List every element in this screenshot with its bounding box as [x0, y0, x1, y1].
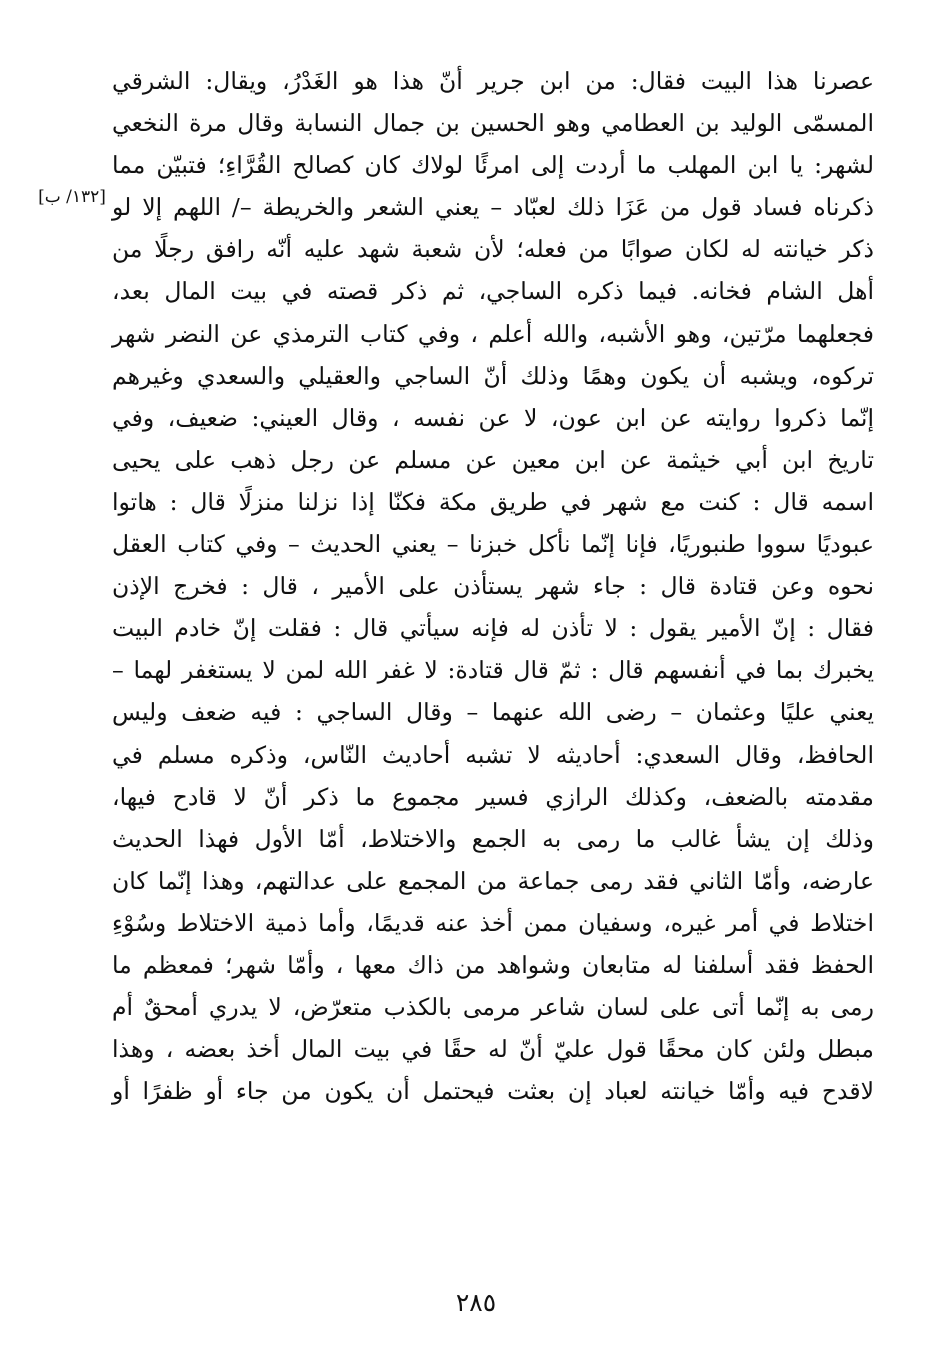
text-line: فقال : إنّ الأمير يقول : لا تأذن له فإنه سيأتي قال : فقلت إنّ خادم البيت — [112, 614, 874, 643]
text-line: يخبرك بما في أنفسهم قال : ثمّ قال قتادة: لا غفر الله لمن لا يستغفر لهما – — [112, 656, 874, 685]
page-number: ٢٨٥ — [455, 1288, 497, 1317]
text-line: إنّما ذكروا روايته عن ابن عون، لا عن نفسه ، وقال العيني: ضعيف، وفي — [112, 403, 874, 432]
text-line: ذكر خيانته له لكان صوابًا من فعله؛ لأن شعبة شهد عليه أنّه رافق رجلًا من — [112, 235, 874, 264]
text-line: اسمه قال : كنت مع شهر في طريق مكة فكنّا إذا نزلنا منزلًا قال : هاتوا — [112, 487, 874, 516]
text-line: تاريخ ابن أبي خيثمة عن ابن معين عن مسلم عن رجل ذهب على يحيى — [112, 445, 874, 474]
text-line: عصرنا هذا البيت فقال: من ابن جرير أنّ هذا هو الغَدْرُ، ويقال: الشرقي — [112, 67, 874, 95]
text-line: الحافظ، وقال السعدي: أحاديثه لا تشبه أحاديث النّاس، وذكره مسلم في — [112, 740, 874, 769]
text-line: الحفظ فقد أسلفنا له متابعان وشواهد من ذاك معها ، وأمّا شهر؛ فمعظم ما — [112, 950, 874, 979]
text-line: نحوه وعن قتادة قال : جاء شهر يستأذن على الأمير ، قال : فخرج الإذن — [112, 572, 874, 601]
text-line: المسمّى الوليد بن العطامي وهو الحسين بن جمال النسابة وقال مرة النخعي — [112, 109, 874, 138]
text-line: رمى به إنّما أتى على لسان شاعر مرمى بالكذب متعرّض، لا يدري أمحقٌ أم — [112, 993, 874, 1022]
text-line: لشهر: يا ابن المهلب ما أردت إلى امرئًا لولاك كان كصالح القُرَّاءِ؛ فتبيّن مما — [112, 151, 874, 180]
text-line: تركوه، ويشبه أن يكون وهمًا وذلك أنّ الساجي والعقيلي والسعدي وغيرهم — [112, 361, 874, 390]
text-line: اختلاط في أمر غيره، وسفيان ممن أخذ عنه قديمًا، وأما ذمية الاختلاط وسُوْءِ — [112, 908, 874, 937]
text-line: مبطل ولئن كان محقًا قول عليّ أنّ له حقًا في بيت المال أخذ بعضه ، وهذا — [112, 1035, 874, 1064]
text-line: أهل الشام فخانه. فيما ذكره الساجي، ثم ذكر قصته في بيت المال بعد، — [112, 277, 874, 306]
body-text — [112, 60, 874, 1112]
text-line: عارضه، وأمّا الثاني فقد رمى جماعة من المجمع على عدالتهم، وهذا إنّما كان — [112, 866, 874, 895]
text-line: يعني عليًا وعثمان – رضى الله عنهما – وقال الساجي : فيه ضعف وليس — [112, 698, 874, 727]
text-line: مقدمته بالضعف، وكذلك الرازي فسير مجموع ما ذكر أنّ لا قادح فيها، — [112, 782, 874, 811]
text-line: وذلك إن يشأ غالب ما رمى به الجمع والاختلاط، أمّا الأول فهذا الحديث — [112, 824, 874, 853]
text-line: ذكرناه فساد قول من عَزَا ذلك لعبّاد – يعني الشعر والخريطة –/ اللهم إلا لو — [112, 193, 874, 222]
text-line: لاقدح فيه وأمّا خيانته لعباد إن بعثت فيحتمل أن يكون من جاء أو ظفرًا أو — [112, 1077, 874, 1106]
margin-folio-note: [١٣٢/ ب] — [38, 187, 106, 207]
text-line: عبوديًا سووا طنبوريًا، فإنا إنّما نأكل خبزنا – يعني الحديث – وفي كتاب العقل — [112, 530, 874, 559]
text-line: فجعلهما مرّتين، وهو الأشبه، والله أعلم ، وفي كتاب الترمذي عن النضر شهر — [112, 319, 874, 348]
